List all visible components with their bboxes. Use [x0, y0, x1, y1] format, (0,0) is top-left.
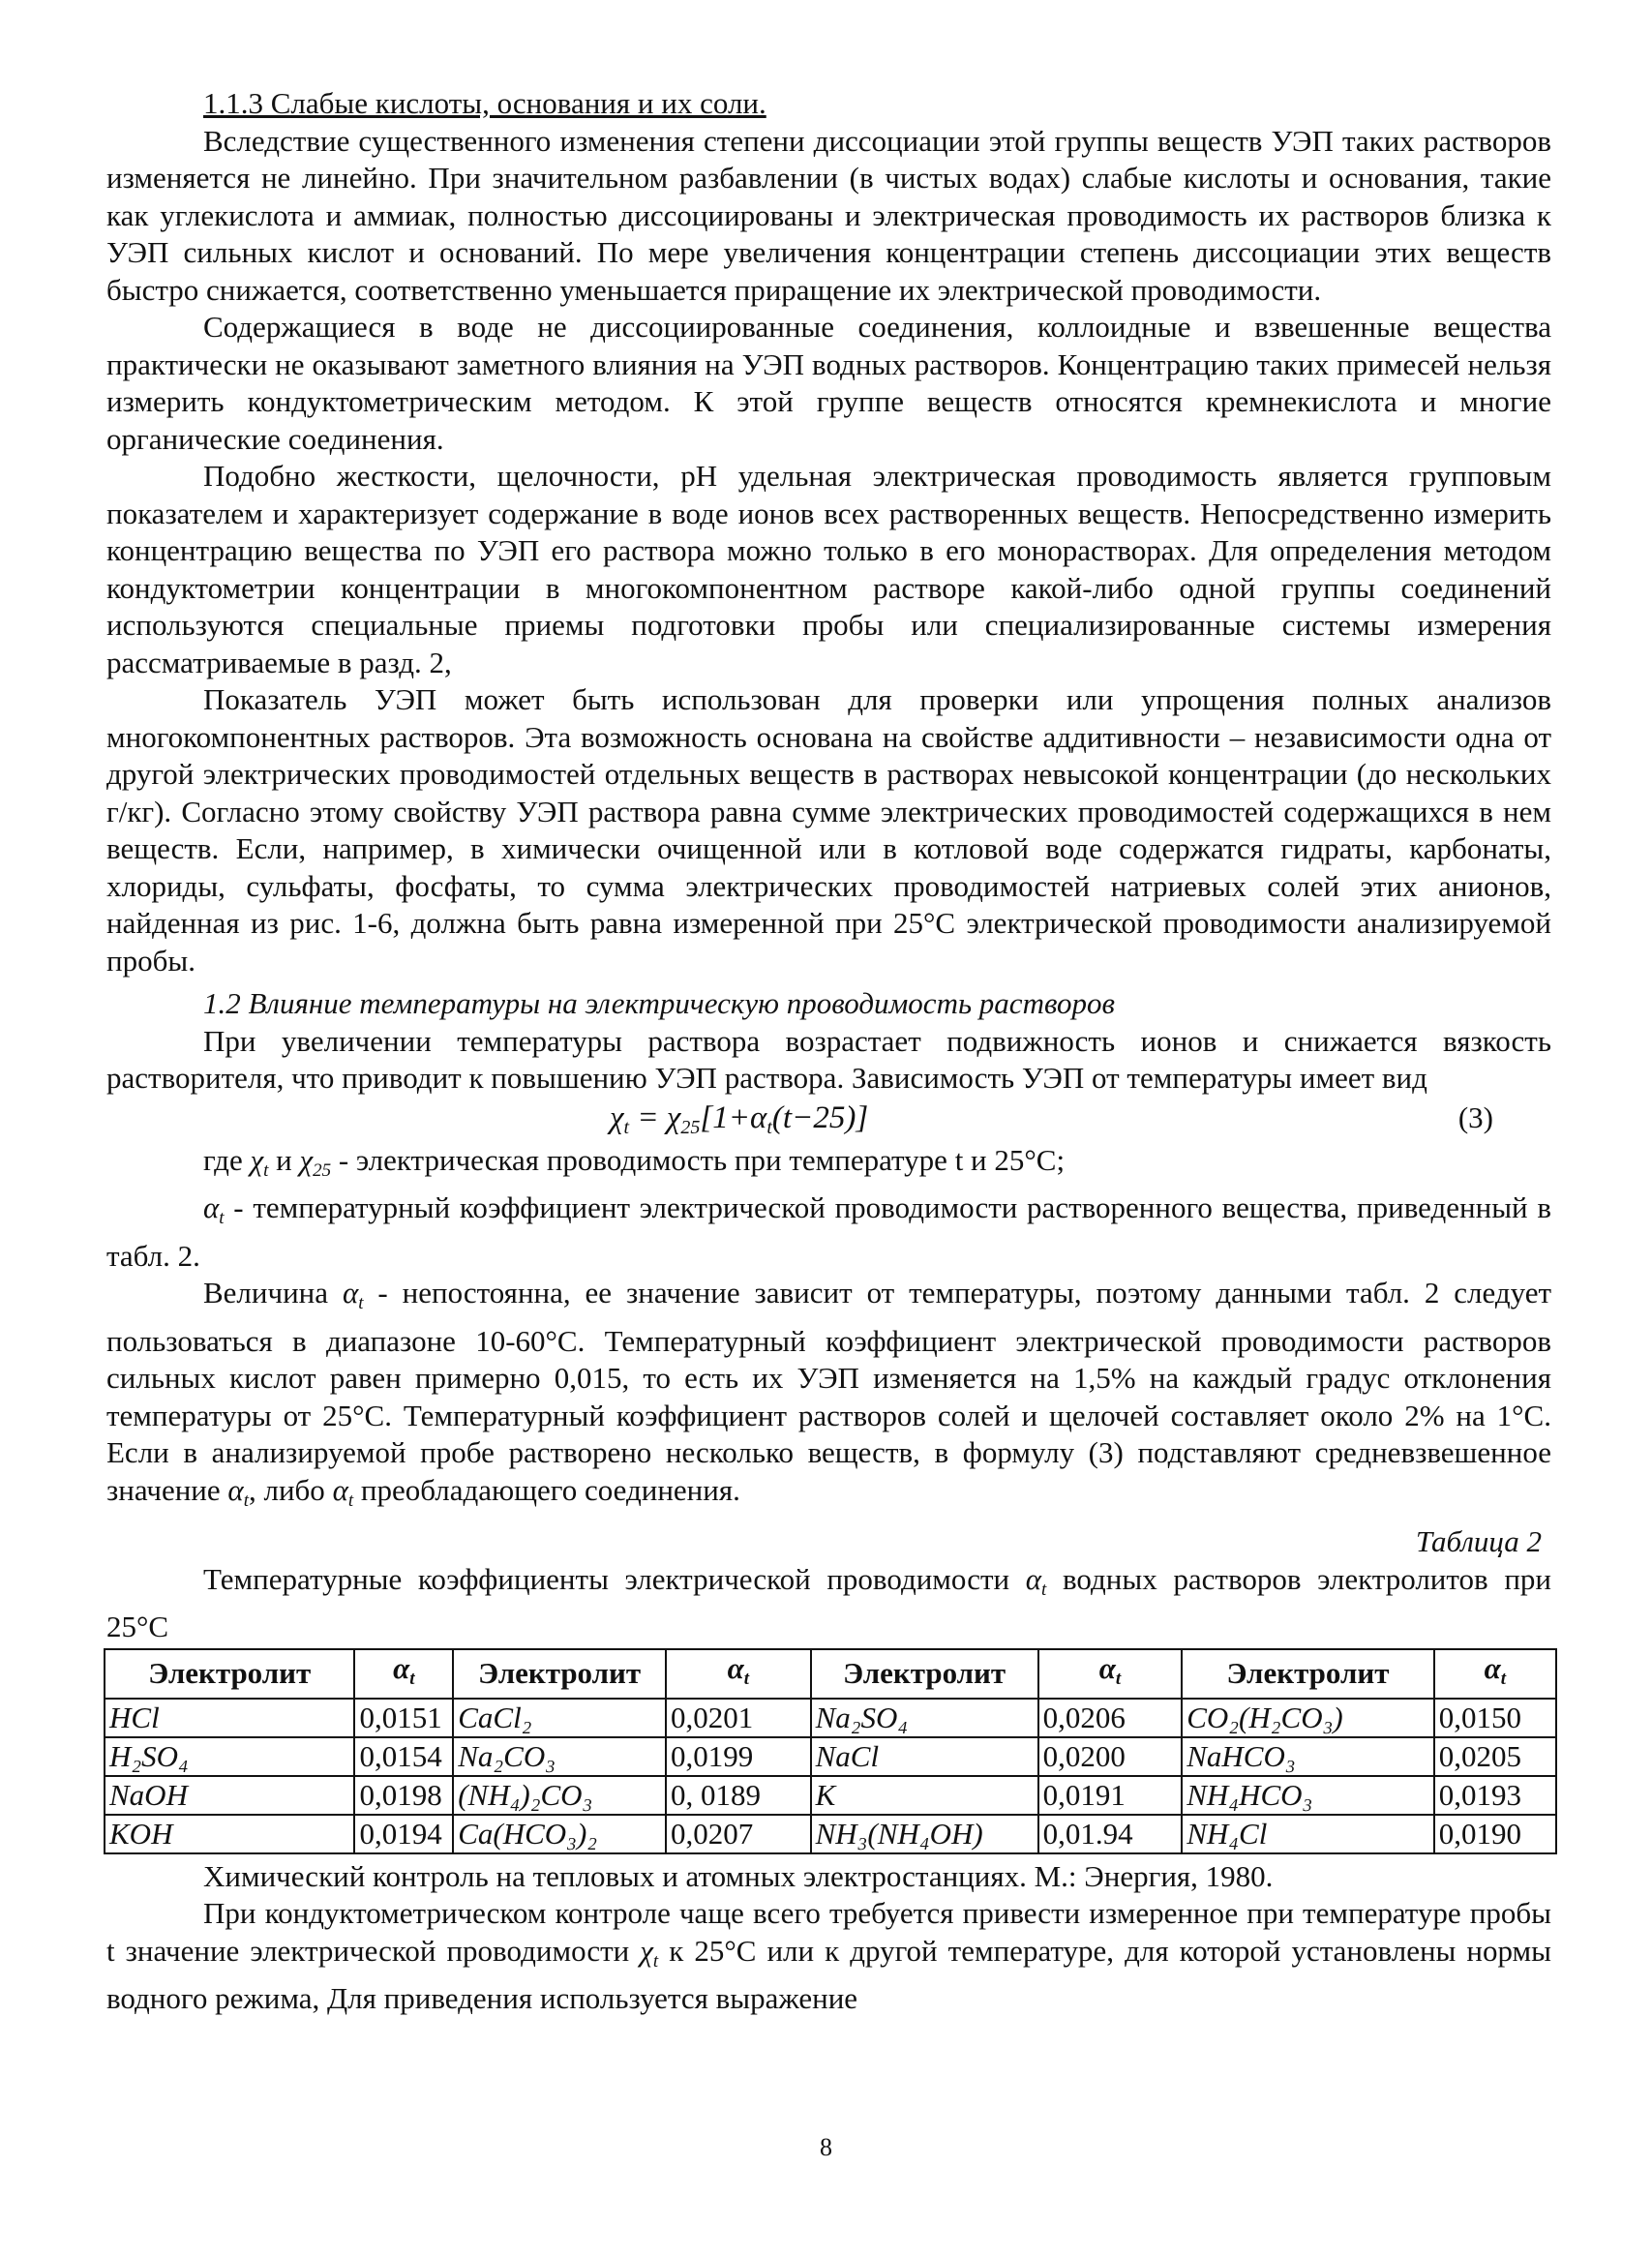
- section-heading: 1.1.3 Слабые кислоты, основания и их соли.: [203, 86, 766, 120]
- electrolyte-cell: NaOH: [105, 1776, 354, 1815]
- electrolyte-cell: CaCl₂: [453, 1699, 666, 1737]
- where-definition: где χt и χ25 - электрическая проводимость при температуре t и 25°С;: [203, 1142, 1066, 1181]
- coefficient-cell: 0,0150: [1434, 1699, 1556, 1737]
- table-title: Температурные коэффициенты электрической проводимости αt водных растворов электролитов при 25°С: [106, 1561, 1551, 1643]
- electrolyte-cell: Ca(HCO₃)₂: [453, 1815, 666, 1853]
- coefficient-cell: 0,0201: [666, 1699, 811, 1737]
- electrolyte-cell: NaCl: [811, 1737, 1038, 1776]
- paragraph-alpha-value: Величина αt - непостоянна, ее значение зависит от температуры, поэтому данными табл. 2 следует пользоваться в диапазоне 10-60°С. Температурный коэффициент электрической проводимости растворов сильных кислот равен примерно 0,015, то есть их УЭП изменяется на 1,5% на каждый градус отклонения температуры от 25°С. Температурный коэффициент растворов солей и щелочей составляет около 2% на 1°С. Если в анализируемой пробе растворено несколько веществ, в формулу (3) подставляют средневзвешенное значение αt, либо αt преобладающего соединения.: [106, 1276, 1551, 1511]
- subsection-heading: 1.2 Влияние температуры на электрическую проводимость растворов: [203, 986, 1115, 1020]
- coefficients-table: [104, 1648, 1557, 1854]
- electrolyte-cell: NH₃(NH₄OH): [811, 1815, 1038, 1853]
- coefficient-cell: 0,0198: [354, 1776, 453, 1815]
- paragraph-additivity: Показатель УЭП может быть использован для проверки или упрощения полных анализов многокомпонентных растворов. Эта возможность основана на свойстве аддитивности – независимости одна от другой электрических проводимостей отдельных веществ в растворах невысокой концентрации (до нескольких г/кг). Согласно этому свойству УЭП раствора равна сумме электрических проводимостей содержащихся в нем веществ. Если, например, в химически очищенной или в котловой воде содержатся гидраты, карбонаты, хлориды, сульфаты, фосфаты, то сумма электрических проводимостей натриевых солей этих анионов, найденная из рис. 1-6, должна быть равна измеренной при 25°С электрической проводимости анализируемой пробы.: [106, 682, 1551, 978]
- table-label: Таблица 2: [1415, 1524, 1542, 1558]
- coefficient-cell: 0,0193: [1434, 1776, 1556, 1815]
- header-alpha: αt: [666, 1649, 811, 1699]
- table-row: [105, 1815, 1556, 1853]
- header-electrolyte: Электролит: [811, 1649, 1038, 1699]
- electrolyte-cell: NH₄HCO₃: [1182, 1776, 1434, 1815]
- electrolyte-cell: HCl: [105, 1699, 354, 1737]
- header-electrolyte: Электролит: [105, 1649, 354, 1699]
- paragraph-temperature: При увеличении температуры раствора возрастает подвижность ионов и снижается вязкость растворителя, что приводит к повышению УЭП раствора. Зависимость УЭП от температуры имеет вид: [106, 1023, 1551, 1095]
- electrolyte-cell: (NH₄)₂CO₃: [453, 1776, 666, 1815]
- coefficient-cell: 0,0191: [1038, 1776, 1183, 1815]
- coefficient-cell: 0,0205: [1434, 1737, 1556, 1776]
- page-content: [106, 85, 1551, 2018]
- formula-row: [106, 1098, 1551, 1142]
- electrolyte-cell: H₂SO₄: [105, 1737, 354, 1776]
- coefficient-cell: 0, 0189: [666, 1776, 811, 1815]
- header-electrolyte: Электролит: [1182, 1649, 1434, 1699]
- table-header-row: [105, 1649, 1556, 1699]
- header-alpha: αt: [354, 1649, 453, 1699]
- header-alpha: αt: [1038, 1649, 1183, 1699]
- electrolyte-cell: Na₂SO₄: [811, 1699, 1038, 1737]
- header-alpha: αt: [1434, 1649, 1556, 1699]
- coefficient-cell: 0,0200: [1038, 1737, 1183, 1776]
- paragraph-weak-acids: Вследствие существенного изменения степени диссоциации этой группы веществ УЭП таких растворов изменяется не линейно. При значительном разбавлении (в чистых водах) слабые кислоты и основания, такие как углекислота и аммиак, полностью диссоциированы и электрическая проводимость их растворов близка к УЭП сильных кислот и оснований. По мере увеличения концентрации степень диссоциации этих веществ быстро снижается, соответственно уменьшается приращение их электрической проводимости.: [106, 123, 1551, 307]
- formula-3: $\chi_t = \chi_{25}[1+\alpha_t(t-25)]$: [610, 1099, 869, 1138]
- electrolyte-cell: Na₂CO₃: [453, 1737, 666, 1776]
- electrolyte-cell: K: [811, 1776, 1038, 1815]
- coefficient-cell: 0,0190: [1434, 1815, 1556, 1853]
- paragraph-group-indicator: Подобно жесткости, щелочности, pH удельная электрическая проводимость является групповым показателем и характеризует содержание в воде ионов всех растворенных веществ. Непосредственно измерить концентрацию вещества по УЭП его раствора можно только в его монорастворах. Для определения методом кондуктометрии концентрации в многокомпонентном растворе какой-либо одной группы соединений используются специальные приемы подготовки пробы или специализированные системы измерения рассматриваемые в разд. 2,: [106, 459, 1551, 679]
- page-number: 8: [820, 2133, 832, 2161]
- electrolyte-cell: NaHCO₃: [1182, 1737, 1434, 1776]
- equation-number: (3): [1457, 1099, 1493, 1134]
- paragraph-conversion: При кондуктометрическом контроле чаще всего требуется привести измеренное при температуре пробы t значение электрической проводимости χt к 25°С или к другой температуре, для которой установлены нормы водного режима, Для приведения используется выражение: [106, 1896, 1551, 2015]
- table-source: Химический контроль на тепловых и атомных электростанциях. М.: Энергия, 1980.: [203, 1858, 1274, 1893]
- coefficient-cell: 0,0151: [354, 1699, 453, 1737]
- table-row: [105, 1776, 1556, 1815]
- header-electrolyte: Электролит: [453, 1649, 666, 1699]
- coefficient-cell: 0,0207: [666, 1815, 811, 1853]
- coefficient-cell: 0,01.94: [1038, 1815, 1183, 1853]
- paragraph-undissociated: Содержащиеся в воде не диссоциированные соединения, коллоидные и взвешенные вещества практически не оказывают заметного влияния на УЭП водных растворов. Концентрацию таких примесей нельзя измерить кондуктометрическим методом. К этой группе веществ относятся кремнекислота и многие органические соединения.: [106, 310, 1551, 456]
- coefficient-cell: 0,0194: [354, 1815, 453, 1853]
- coefficient-cell: 0,0199: [666, 1737, 811, 1776]
- table-row: [105, 1699, 1556, 1737]
- coefficient-cell: 0,0154: [354, 1737, 453, 1776]
- coefficient-cell: 0,0206: [1038, 1699, 1183, 1737]
- electrolyte-cell: NH₄Cl: [1182, 1815, 1434, 1853]
- electrolyte-cell: CO₂(H₂CO₃): [1182, 1699, 1434, 1737]
- alpha-definition: αt - температурный коэффициент электрической проводимости растворенного вещества, приведенный в табл. 2.: [106, 1190, 1551, 1273]
- electrolyte-cell: KOH: [105, 1815, 354, 1853]
- table-row: [105, 1737, 1556, 1776]
